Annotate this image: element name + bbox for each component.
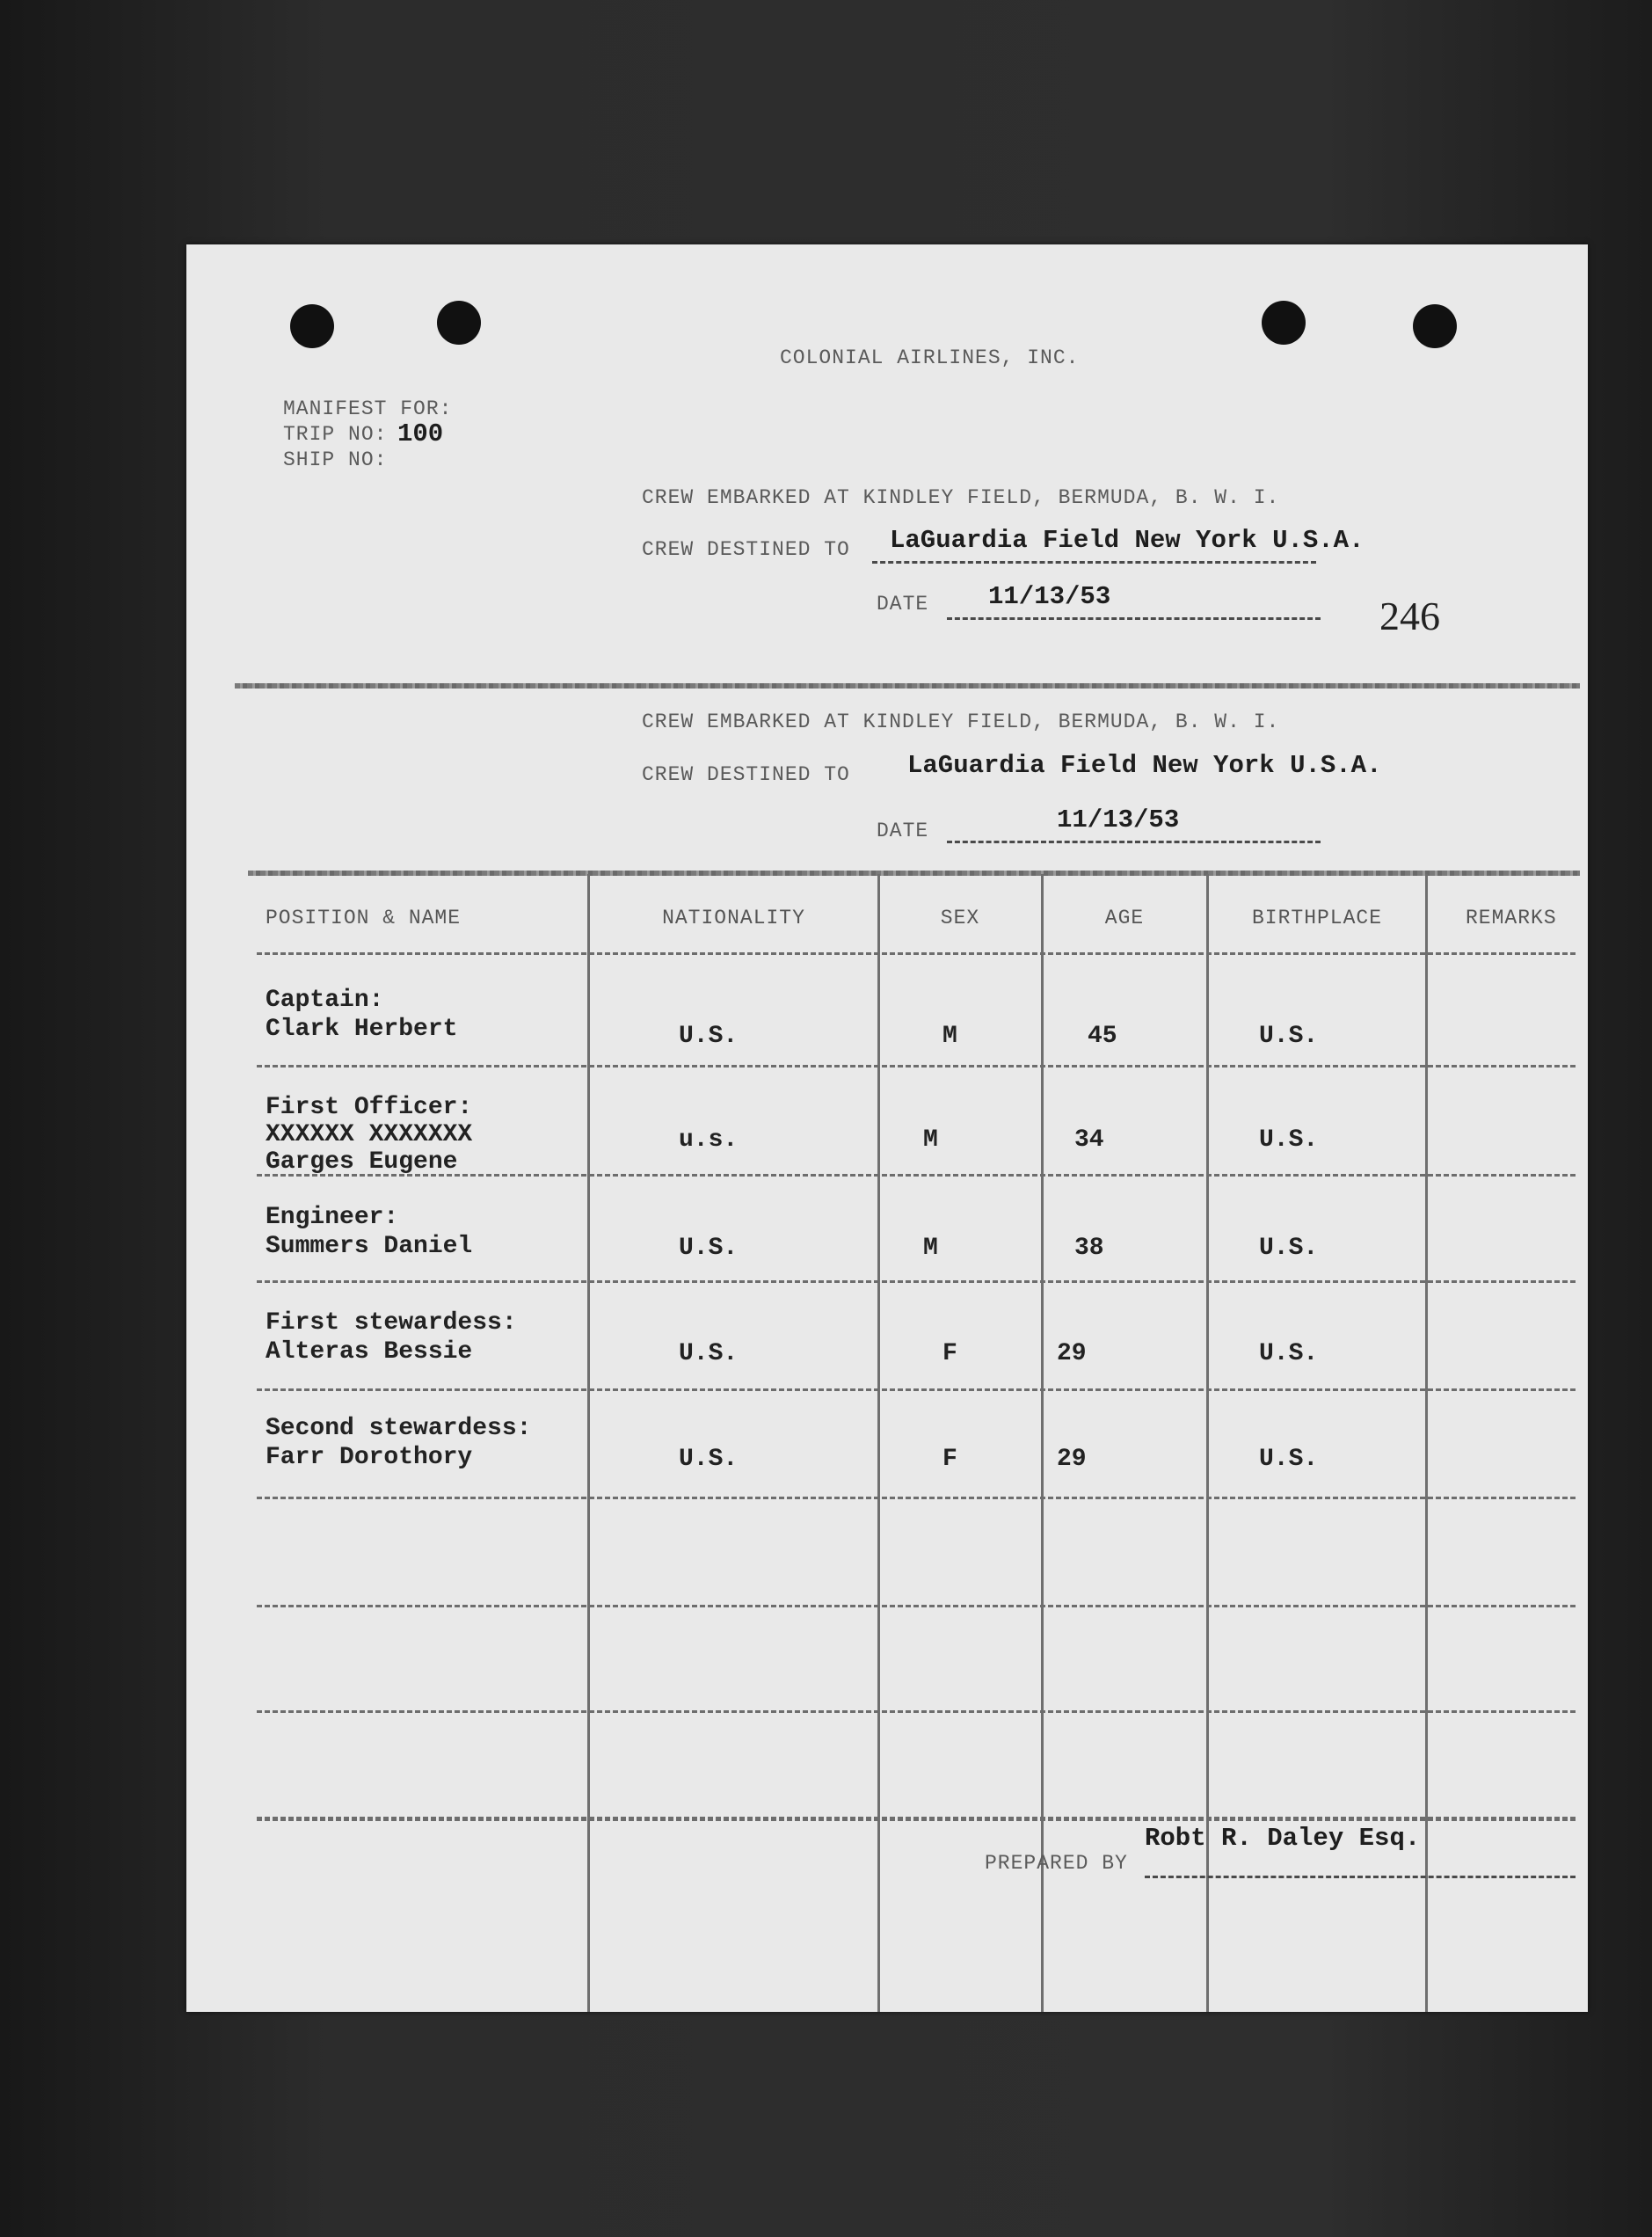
table-row-nationality: U.S. bbox=[679, 1340, 739, 1367]
table-row-nationality: U.S. bbox=[679, 1235, 739, 1262]
table-row-name: Clark Herbert bbox=[266, 1016, 458, 1043]
table-row-birthplace: U.S. bbox=[1259, 1126, 1319, 1154]
punch-hole-icon bbox=[1262, 301, 1306, 345]
date-value-1: 11/13/53 bbox=[988, 582, 1111, 611]
table-row-position: Second stewardess: bbox=[266, 1415, 532, 1442]
underline bbox=[1145, 1876, 1576, 1878]
header-sex: SEX bbox=[940, 907, 980, 929]
header-nationality: NATIONALITY bbox=[662, 907, 805, 929]
table-row-name: Summers Daniel bbox=[266, 1233, 473, 1260]
punch-hole-icon bbox=[290, 304, 334, 348]
table-row-name: Garges Eugene bbox=[266, 1148, 458, 1176]
trip-no-value: 100 bbox=[397, 419, 444, 448]
table-row-name: Farr Dorothory bbox=[266, 1444, 473, 1471]
destined-value-1: LaGuardia Field New York U.S.A. bbox=[890, 526, 1365, 555]
page-number: 246 bbox=[1379, 594, 1440, 638]
table-row-birthplace: U.S. bbox=[1259, 1023, 1319, 1050]
column-divider bbox=[587, 874, 590, 2012]
column-divider bbox=[877, 874, 880, 2012]
table-row-age: 29 bbox=[1057, 1446, 1087, 1473]
row-divider bbox=[257, 1065, 1576, 1067]
table-row-age: 45 bbox=[1088, 1023, 1117, 1050]
table-row-nationality: U.S. bbox=[679, 1023, 739, 1050]
underline bbox=[872, 561, 1316, 564]
column-divider bbox=[1425, 874, 1428, 2012]
column-divider bbox=[1041, 874, 1044, 2012]
row-divider bbox=[257, 1605, 1576, 1607]
destined-label-2: CREW DESTINED TO bbox=[642, 763, 850, 786]
table-row-age: 29 bbox=[1057, 1340, 1087, 1367]
date-value-2: 11/13/53 bbox=[1057, 805, 1180, 834]
table-row-sex: M bbox=[923, 1235, 938, 1262]
header-position-name: POSITION & NAME bbox=[266, 907, 462, 929]
company-name: COLONIAL AIRLINES, INC. bbox=[780, 346, 1080, 369]
date-label-2: DATE bbox=[877, 820, 929, 842]
table-row-position: First Officer: bbox=[266, 1094, 473, 1121]
destined-label-1: CREW DESTINED TO bbox=[642, 538, 850, 561]
table-row-nationality: u.s. bbox=[679, 1126, 739, 1154]
table-top-rule bbox=[248, 871, 1580, 876]
table-row-age: 38 bbox=[1074, 1235, 1104, 1262]
row-divider bbox=[257, 1710, 1576, 1713]
table-row-sex: F bbox=[942, 1446, 957, 1473]
table-row-age: 34 bbox=[1074, 1126, 1104, 1154]
manifest-page bbox=[186, 244, 1588, 2012]
embarked-line-2: CREW EMBARKED AT KINDLEY FIELD, BERMUDA, B. W. I. bbox=[642, 710, 1280, 733]
table-row-birthplace: U.S. bbox=[1259, 1235, 1319, 1262]
date-label-1: DATE bbox=[877, 593, 929, 616]
row-divider bbox=[257, 1818, 1576, 1821]
row-divider bbox=[257, 1497, 1576, 1499]
punch-hole-icon bbox=[1413, 304, 1457, 348]
trip-no-label: TRIP NO: bbox=[283, 423, 388, 446]
underline bbox=[947, 617, 1321, 620]
row-divider bbox=[257, 952, 1576, 955]
underline bbox=[947, 841, 1321, 843]
divider-rule bbox=[235, 683, 1580, 689]
table-row-struck-text: XXXXXX XXXXXXX bbox=[266, 1121, 473, 1148]
table-row-sex: M bbox=[942, 1023, 957, 1050]
ship-no-label: SHIP NO: bbox=[283, 448, 388, 471]
prepared-by-label: PREPARED BY bbox=[985, 1852, 1128, 1875]
punch-hole-icon bbox=[437, 301, 481, 345]
table-row-birthplace: U.S. bbox=[1259, 1340, 1319, 1367]
embarked-line-1: CREW EMBARKED AT KINDLEY FIELD, BERMUDA, B. W. I. bbox=[642, 486, 1280, 509]
row-divider bbox=[257, 1388, 1576, 1391]
table-row-position: Engineer: bbox=[266, 1204, 399, 1231]
table-row-name: Alteras Bessie bbox=[266, 1338, 473, 1366]
table-row-nationality: U.S. bbox=[679, 1446, 739, 1473]
destined-value-2: LaGuardia Field New York U.S.A. bbox=[907, 751, 1382, 780]
row-divider bbox=[257, 1280, 1576, 1283]
header-remarks: REMARKS bbox=[1466, 907, 1557, 929]
prepared-by-value: Robt R. Daley Esq. bbox=[1145, 1824, 1421, 1853]
table-row-position: Captain: bbox=[266, 987, 384, 1014]
table-row-birthplace: U.S. bbox=[1259, 1446, 1319, 1473]
manifest-for-label: MANIFEST FOR: bbox=[283, 397, 453, 420]
table-row-sex: F bbox=[942, 1340, 957, 1367]
header-age: AGE bbox=[1104, 907, 1145, 929]
table-row-sex: M bbox=[923, 1126, 938, 1154]
header-birthplace: BIRTHPLACE bbox=[1251, 907, 1383, 929]
table-row-position: First stewardess: bbox=[266, 1309, 517, 1337]
